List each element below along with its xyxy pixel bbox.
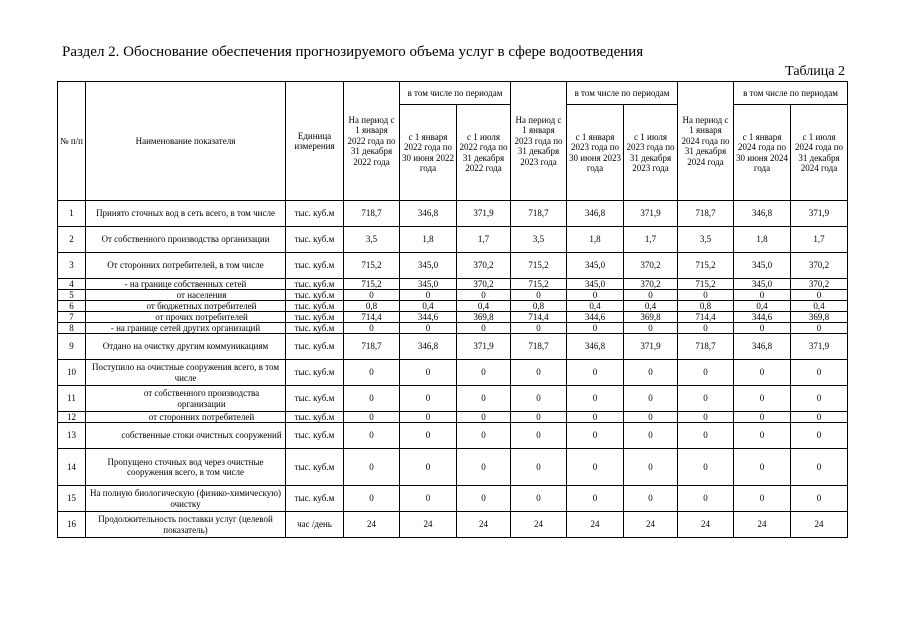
row-name: - на границе сетей других организаций <box>86 323 286 334</box>
row-value: 0 <box>791 412 848 423</box>
row-value: 0,4 <box>567 301 624 312</box>
row-value: 1,7 <box>791 227 848 253</box>
table-row <box>58 253 848 279</box>
row-value: 0 <box>624 323 678 334</box>
row-value: 0 <box>400 290 457 301</box>
row-name: От сторонних потребителей, в том числе <box>86 253 286 279</box>
row-value: 1,7 <box>624 227 678 253</box>
row-value: 0 <box>567 290 624 301</box>
row-number: 6 <box>58 301 86 312</box>
row-value: 0 <box>734 386 791 412</box>
table-row <box>58 312 848 323</box>
row-number: 16 <box>58 512 86 538</box>
row-value: 715,2 <box>511 279 567 290</box>
header-period-2024-total: На период с 1 января 2024 года по 31 декабря 2024 года <box>678 82 734 201</box>
table-row <box>58 360 848 386</box>
row-value: 0 <box>344 486 400 512</box>
row-value: 24 <box>567 512 624 538</box>
row-unit: тыс. куб.м <box>286 486 344 512</box>
row-value: 1,7 <box>457 227 511 253</box>
row-unit: тыс. куб.м <box>286 227 344 253</box>
row-value: 0 <box>457 423 511 449</box>
row-name: Принято сточных вод в сеть всего, в том числе <box>86 201 286 227</box>
row-unit: тыс. куб.м <box>286 323 344 334</box>
row-value: 0,8 <box>511 301 567 312</box>
row-value: 345,0 <box>400 279 457 290</box>
header-period-2023-h1: с 1 января 2023 года по 30 июня 2023 года <box>567 105 624 201</box>
row-value: 346,8 <box>400 201 457 227</box>
row-value: 371,9 <box>624 334 678 360</box>
row-unit: тыс. куб.м <box>286 360 344 386</box>
row-unit: тыс. куб.м <box>286 449 344 486</box>
row-value: 0 <box>344 360 400 386</box>
row-value: 0 <box>678 290 734 301</box>
row-value: 0 <box>457 386 511 412</box>
row-value: 0 <box>400 386 457 412</box>
table-row <box>58 334 848 360</box>
row-name: От собственного производства организации <box>86 227 286 253</box>
row-value: 0 <box>791 423 848 449</box>
row-name: Пропущено сточных вод через очистные сооружения всего, в том числе <box>86 449 286 486</box>
row-value: 370,2 <box>457 279 511 290</box>
row-name: - на границе собственных сетей <box>86 279 286 290</box>
row-value: 0,4 <box>400 301 457 312</box>
table-row <box>58 227 848 253</box>
row-value: 370,2 <box>624 253 678 279</box>
row-unit: час /день <box>286 512 344 538</box>
row-name: от сторонних потребителей <box>86 412 286 423</box>
row-value: 371,9 <box>791 334 848 360</box>
row-value: 0 <box>457 486 511 512</box>
row-unit: тыс. куб.м <box>286 423 344 449</box>
row-value: 0 <box>400 486 457 512</box>
row-value: 1,8 <box>567 227 624 253</box>
row-value: 370,2 <box>791 279 848 290</box>
table-row <box>58 323 848 334</box>
row-number: 9 <box>58 334 86 360</box>
row-value: 24 <box>624 512 678 538</box>
row-value: 0 <box>791 386 848 412</box>
row-value: 714,4 <box>511 312 567 323</box>
row-value: 0 <box>734 486 791 512</box>
row-number: 11 <box>58 386 86 412</box>
table-row <box>58 201 848 227</box>
row-value: 0 <box>678 360 734 386</box>
row-value: 369,8 <box>791 312 848 323</box>
row-value: 0 <box>400 423 457 449</box>
row-unit: тыс. куб.м <box>286 412 344 423</box>
row-value: 0 <box>511 486 567 512</box>
row-value: 0 <box>791 486 848 512</box>
row-value: 715,2 <box>344 253 400 279</box>
row-value: 344,6 <box>567 312 624 323</box>
row-value: 24 <box>678 512 734 538</box>
row-value: 0 <box>734 290 791 301</box>
row-value: 0 <box>567 486 624 512</box>
row-value: 0 <box>791 449 848 486</box>
row-value: 718,7 <box>511 201 567 227</box>
row-value: 346,8 <box>734 201 791 227</box>
row-value: 0 <box>344 386 400 412</box>
row-value: 0 <box>567 323 624 334</box>
row-value: 0 <box>734 423 791 449</box>
table-row <box>58 449 848 486</box>
table-row <box>58 386 848 412</box>
row-name: от населения <box>86 290 286 301</box>
row-number: 7 <box>58 312 86 323</box>
row-unit: тыс. куб.м <box>286 386 344 412</box>
row-value: 0 <box>511 386 567 412</box>
row-value: 0 <box>567 360 624 386</box>
row-value: 0 <box>400 360 457 386</box>
row-value: 0 <box>344 412 400 423</box>
row-name: собственные стоки очистных сооружений <box>86 423 286 449</box>
row-value: 715,2 <box>678 253 734 279</box>
table-row <box>58 423 848 449</box>
row-value: 370,2 <box>791 253 848 279</box>
row-value: 0 <box>678 323 734 334</box>
row-value: 0 <box>678 423 734 449</box>
header-period-2022-h2: с 1 июля 2022 года по 31 декабря 2022 года <box>457 105 511 201</box>
row-value: 0 <box>624 360 678 386</box>
table-header <box>58 82 848 201</box>
row-number: 5 <box>58 290 86 301</box>
row-value: 0 <box>791 360 848 386</box>
row-value: 0 <box>734 323 791 334</box>
row-value: 718,7 <box>344 334 400 360</box>
row-value: 0 <box>511 360 567 386</box>
row-value: 0 <box>344 323 400 334</box>
table-row <box>58 279 848 290</box>
row-value: 0 <box>511 290 567 301</box>
row-value: 0 <box>344 423 400 449</box>
row-value: 0 <box>511 423 567 449</box>
row-value: 24 <box>791 512 848 538</box>
row-value: 715,2 <box>678 279 734 290</box>
section-title: Раздел 2. Обоснование обеспечения прогнозируемого объема услуг в сфере водоотведения <box>62 44 644 60</box>
row-number: 14 <box>58 449 86 486</box>
table-row <box>58 301 848 312</box>
row-value: 0 <box>567 423 624 449</box>
row-value: 0 <box>678 412 734 423</box>
row-value: 0 <box>511 449 567 486</box>
row-value: 0 <box>624 423 678 449</box>
header-in-periods-2022: в том числе по периодам <box>400 82 511 105</box>
row-value: 345,0 <box>734 253 791 279</box>
row-value: 0,8 <box>678 301 734 312</box>
row-value: 345,0 <box>400 253 457 279</box>
row-number: 2 <box>58 227 86 253</box>
row-number: 4 <box>58 279 86 290</box>
row-value: 0 <box>791 323 848 334</box>
row-value: 371,9 <box>624 201 678 227</box>
header-period-2023-total: На период с 1 января 2023 года по 31 декабря 2023 года <box>511 82 567 201</box>
row-unit: тыс. куб.м <box>286 290 344 301</box>
row-value: 344,6 <box>400 312 457 323</box>
row-value: 346,8 <box>567 201 624 227</box>
header-unit: Единица измерения <box>286 82 344 201</box>
table-label: Таблица 2 <box>785 64 845 79</box>
row-value: 0 <box>624 412 678 423</box>
header-period-2024-h2: с 1 июля 2024 года по 31 декабря 2024 года <box>791 105 848 201</box>
row-value: 0 <box>624 486 678 512</box>
header-period-2022-total: На период с 1 января 2022 года по 31 декабря 2022 года <box>344 82 400 201</box>
row-value: 0 <box>457 290 511 301</box>
row-value: 345,0 <box>567 279 624 290</box>
row-value: 0,4 <box>624 301 678 312</box>
row-value: 346,8 <box>567 334 624 360</box>
row-value: 24 <box>734 512 791 538</box>
row-value: 24 <box>400 512 457 538</box>
row-value: 0 <box>400 323 457 334</box>
row-value: 0 <box>734 360 791 386</box>
row-value: 0 <box>734 449 791 486</box>
row-value: 371,9 <box>457 201 511 227</box>
row-value: 0 <box>511 323 567 334</box>
row-value: 3,5 <box>344 227 400 253</box>
row-value: 1,8 <box>400 227 457 253</box>
row-unit: тыс. куб.м <box>286 301 344 312</box>
row-value: 0 <box>400 449 457 486</box>
row-value: 0 <box>457 449 511 486</box>
row-value: 369,8 <box>457 312 511 323</box>
row-value: 0 <box>624 449 678 486</box>
row-value: 3,5 <box>678 227 734 253</box>
row-value: 0,4 <box>734 301 791 312</box>
row-value: 718,7 <box>678 201 734 227</box>
row-value: 371,9 <box>791 201 848 227</box>
row-number: 8 <box>58 323 86 334</box>
row-value: 715,2 <box>511 253 567 279</box>
header-period-2023-h2: с 1 июля 2023 года по 31 декабря 2023 года <box>624 105 678 201</box>
row-value: 0 <box>624 386 678 412</box>
row-value: 0 <box>678 486 734 512</box>
row-name: от собственного производства организации <box>86 386 286 412</box>
row-number: 3 <box>58 253 86 279</box>
row-value: 0 <box>344 449 400 486</box>
row-value: 0,8 <box>344 301 400 312</box>
row-number: 1 <box>58 201 86 227</box>
row-value: 345,0 <box>734 279 791 290</box>
row-value: 369,8 <box>624 312 678 323</box>
row-name: от прочих потребителей <box>86 312 286 323</box>
row-value: 718,7 <box>344 201 400 227</box>
table-row <box>58 290 848 301</box>
row-number: 12 <box>58 412 86 423</box>
row-number: 15 <box>58 486 86 512</box>
row-unit: тыс. куб.м <box>286 334 344 360</box>
header-period-2022-h1: с 1 января 2022 года по 30 июня 2022 года <box>400 105 457 201</box>
row-value: 0 <box>344 290 400 301</box>
row-value: 346,8 <box>734 334 791 360</box>
row-unit: тыс. куб.м <box>286 279 344 290</box>
row-unit: тыс. куб.м <box>286 312 344 323</box>
row-value: 344,6 <box>734 312 791 323</box>
row-value: 3,5 <box>511 227 567 253</box>
row-value: 0 <box>678 449 734 486</box>
table-row <box>58 412 848 423</box>
row-value: 1,8 <box>734 227 791 253</box>
row-number: 10 <box>58 360 86 386</box>
row-name: Поступило на очистные сооружения всего, в том числе <box>86 360 286 386</box>
table-row <box>58 512 848 538</box>
row-value: 370,2 <box>624 279 678 290</box>
row-value: 24 <box>457 512 511 538</box>
row-name: Продолжительность поставки услуг (целевой показатель) <box>86 512 286 538</box>
row-value: 370,2 <box>457 253 511 279</box>
header-name: Наименование показателя <box>86 82 286 201</box>
row-value: 346,8 <box>400 334 457 360</box>
row-name: Отдано на очистку другим коммуникациям <box>86 334 286 360</box>
row-number: 13 <box>58 423 86 449</box>
row-value: 715,2 <box>344 279 400 290</box>
row-value: 0,4 <box>457 301 511 312</box>
row-value: 714,4 <box>678 312 734 323</box>
table-body <box>58 201 848 538</box>
row-value: 718,7 <box>678 334 734 360</box>
row-value: 0 <box>400 412 457 423</box>
row-value: 0 <box>457 412 511 423</box>
row-value: 0,4 <box>791 301 848 312</box>
row-name: На полную биологическую (физико-химическую) очистку <box>86 486 286 512</box>
row-value: 0 <box>624 290 678 301</box>
row-value: 0 <box>567 386 624 412</box>
row-unit: тыс. куб.м <box>286 201 344 227</box>
header-in-periods-2023: в том числе по периодам <box>567 82 678 105</box>
forecast-table <box>57 81 848 538</box>
row-value: 0 <box>567 412 624 423</box>
row-value: 718,7 <box>511 334 567 360</box>
row-value: 0 <box>457 360 511 386</box>
row-unit: тыс. куб.м <box>286 253 344 279</box>
row-value: 0 <box>678 386 734 412</box>
row-name: от бюджетных потребителей <box>86 301 286 312</box>
row-value: 0 <box>511 412 567 423</box>
row-value: 0 <box>734 412 791 423</box>
row-value: 371,9 <box>457 334 511 360</box>
row-value: 24 <box>511 512 567 538</box>
row-value: 0 <box>457 323 511 334</box>
row-value: 0 <box>791 290 848 301</box>
row-value: 0 <box>567 449 624 486</box>
row-value: 714,4 <box>344 312 400 323</box>
table-row <box>58 486 848 512</box>
row-value: 345,0 <box>567 253 624 279</box>
header-num: № п/п <box>58 82 86 201</box>
header-in-periods-2024: в том числе по периодам <box>734 82 848 105</box>
row-value: 24 <box>344 512 400 538</box>
header-period-2024-h1: с 1 января 2024 года по 30 июня 2024 года <box>734 105 791 201</box>
